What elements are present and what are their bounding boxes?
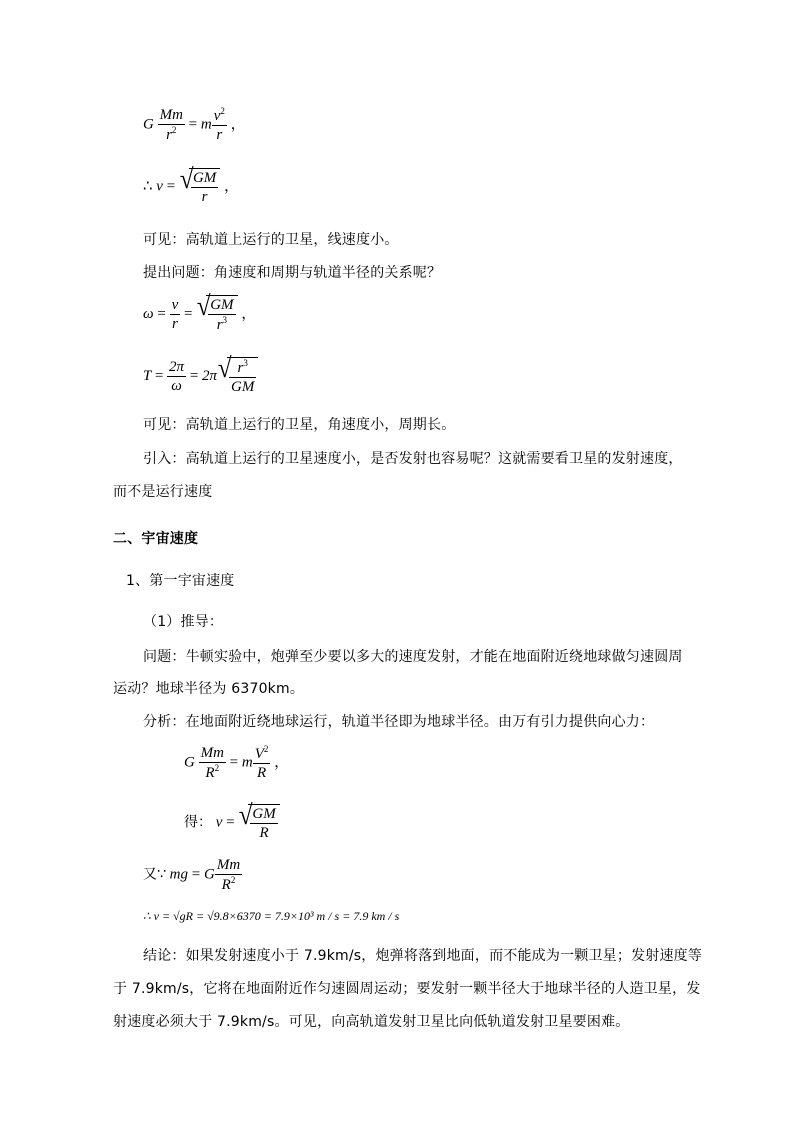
paragraph-linear-speed: 可见：高轨道上运行的卫星，线速度小。 [143,232,399,248]
paragraph-intro-line2: 而不是运行速度 [113,484,213,500]
paragraph-conclusion-line2: 于 7.9km/s，它将在地面附近作匀速圆周运动；要发射一颗半径大于地球半径的人造卫星，发 [113,981,701,997]
paragraph-angular-speed: 可见：高轨道上运行的卫星，角速度小，周期长。 [143,417,456,433]
formula-period: T = $\frac{2\pi}{\omega}$ = 2π √ $\frac{r^3}{GM}$ [143,357,258,396]
formula-first-cosmic: G $\frac{Mm}{R^2}$ = m $\frac{V^2}{R}$ ， [184,744,290,781]
formula-omega: ω = $\frac{v}{r}$ = √ $\frac{GM}{r^3}$ ， [143,291,257,333]
paragraph-analysis: 分析：在地面附近绕地球运行，轨道半径即为地球半径。由万有引力提供向心力： [143,714,655,730]
formula-v-result: ∴ v = √ $\frac{GM}{r}$ ， [143,164,240,205]
paragraph-conclusion-line3: 射速度必须大于 7.9km/s。可见，向高轨道发射卫星比向低轨道发射卫星要困难。 [113,1014,630,1030]
section-heading-cosmic-speed: 二、宇宙速度 [113,531,199,547]
formula-mg: 又∵ mg = G $\frac{Mm}{R^2}$ [143,857,241,893]
paragraph-intro-line1: 引入：高轨道上运行的卫星速度小，是否发射也容易呢？这就需要看卫星的发射速度， [143,451,683,467]
formula-numeric: ∴ v = √gR = √9.8×6370 = 7.9×10³ m / s = 7.9 km / s [143,909,400,923]
subheading-derivation: （1）推导： [143,614,224,630]
paragraph-conclusion-line1: 结论：如果发射速度小于 7.9km/s，炮弹将落到地面，而不能成为一颗卫星；发射速度等 [143,948,703,964]
paragraph-problem-line2: 运动？地球半径为 6370km。 [113,681,305,697]
paragraph-problem-line1: 问题：牛顿实验中，炮弹至少要以多大的速度发射，才能在地面附近绕地球做匀速圆周 [143,649,683,665]
subheading-first-cosmic: 1、第一宇宙速度 [126,573,235,589]
paragraph-question: 提出问题：角速度和周期与轨道半径的关系呢？ [143,265,442,281]
formula-gravity-centripetal: G $\frac{Mm}{r^2}$ = m $\frac{v^2}{r}$ ， [143,106,246,143]
formula-derive-v: 得： v = √ $\frac{GM}{R}$ [184,804,280,842]
